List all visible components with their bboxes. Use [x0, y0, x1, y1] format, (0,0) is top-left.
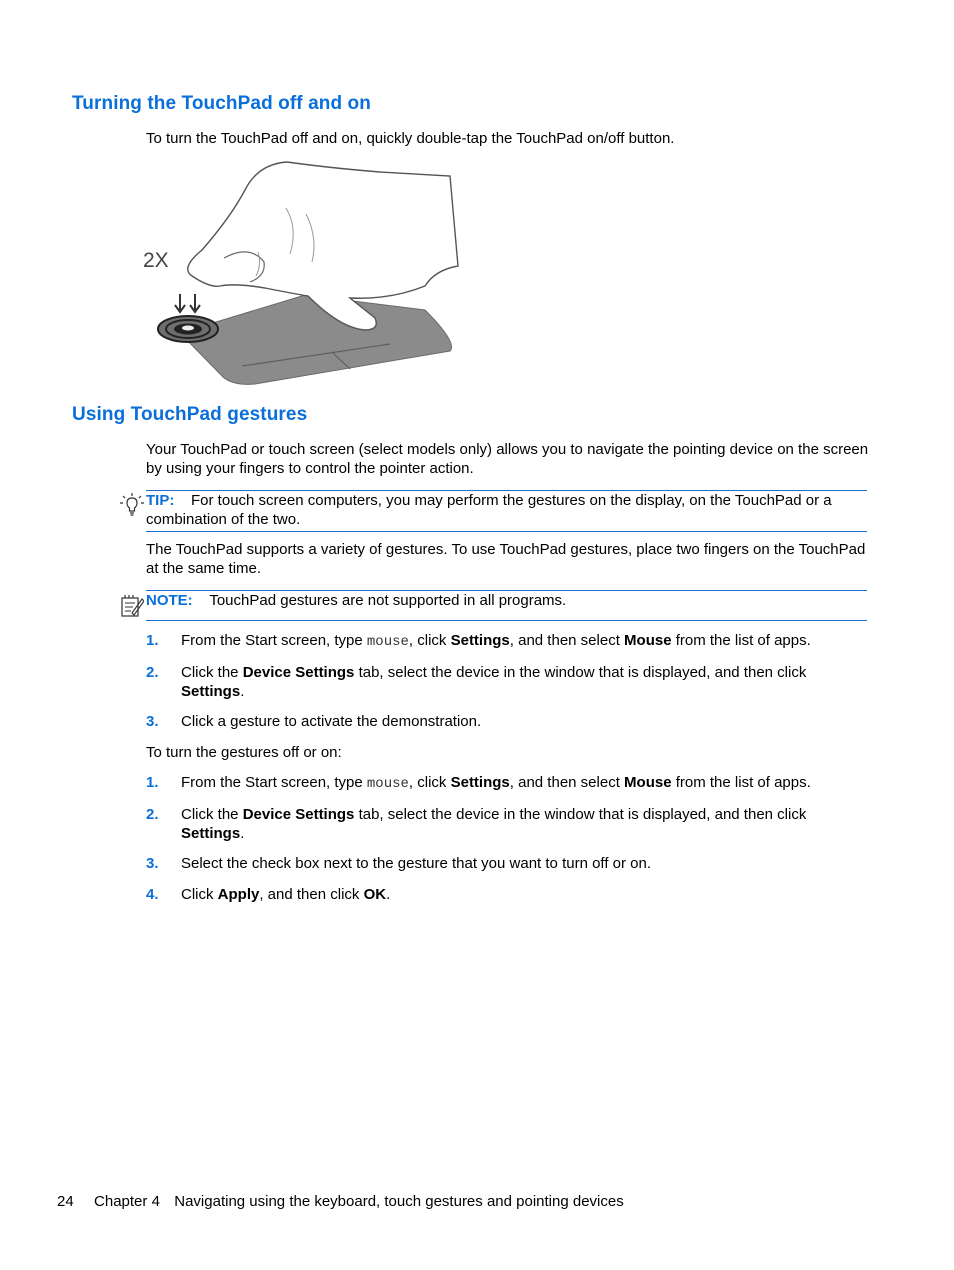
step-number: 3.: [146, 855, 159, 872]
touchpad-double-tap-illustration: [140, 158, 462, 386]
step-text: Click Apply, and then click OK.: [181, 886, 391, 903]
toggle-gestures-intro: To turn the gestures off or on:: [146, 744, 342, 761]
tip-text: For touch screen computers, you may perform the gestures on the display, on the TouchPad or a combination of the two.: [146, 492, 832, 528]
section-heading-touchpad-gestures: Using TouchPad gestures: [72, 404, 308, 425]
step-text: From the Start screen, type mouse, click Settings, and then select Mouse from the list of apps.: [181, 632, 811, 650]
step-number: 1.: [146, 632, 159, 649]
step-text: From the Start screen, type mouse, click Settings, and then select Mouse from the list of apps.: [181, 774, 811, 792]
step-number: 3.: [146, 713, 159, 730]
step-text: Click a gesture to activate the demonstration.: [181, 713, 482, 730]
double-tap-label: 2X: [143, 249, 169, 272]
list-item: [146, 885, 871, 905]
section-heading-touchpad-off-on: Turning the TouchPad off and on: [72, 93, 371, 114]
page-footer: [57, 1192, 624, 1211]
list-item: [146, 773, 871, 793]
step-text: Click the Device Settings tab, select the device in the window that is displayed, and then click Settings.: [181, 806, 807, 842]
page-number: 24: [57, 1193, 74, 1210]
list-item: [146, 854, 871, 874]
step-text: Select the check box next to the gesture that you want to turn off or on.: [181, 855, 652, 872]
tip-label: TIP:: [146, 492, 175, 509]
hand-tapping-touchpad-icon: [140, 158, 462, 386]
step-number: 1.: [146, 774, 159, 791]
note-text: TouchPad gestures are not supported in all programs.: [209, 592, 567, 609]
list-item: [146, 712, 871, 732]
list-item: [146, 631, 871, 651]
note-label: NOTE:: [146, 592, 193, 609]
chapter-title: Navigating using the keyboard, touch gestures and pointing devices: [174, 1193, 624, 1210]
note-callout: [146, 590, 867, 621]
list-item: [146, 663, 871, 703]
gestures-support-text: The TouchPad supports a variety of gestures. To use TouchPad gestures, place two fingers on the TouchPad at the same time.: [146, 541, 866, 577]
gestures-intro: Your TouchPad or touch screen (select models only) allows you to navigate the pointing device on the screen by using your fingers to control the pointer action.: [146, 441, 869, 477]
note-pad-icon: [120, 593, 144, 617]
touchpad-toggle-instruction: To turn the TouchPad off and on, quickly double-tap the TouchPad on/off button.: [146, 130, 675, 147]
step-number: 2.: [146, 806, 159, 823]
tip-callout: [146, 490, 867, 532]
step-text: Click the Device Settings tab, select the device in the window that is displayed, and then click Settings.: [181, 664, 807, 700]
step-number: 4.: [146, 886, 159, 903]
list-item: [146, 805, 871, 845]
step-number: 2.: [146, 664, 159, 681]
chapter-label: Chapter 4: [94, 1193, 160, 1210]
lightbulb-icon: [120, 493, 144, 517]
